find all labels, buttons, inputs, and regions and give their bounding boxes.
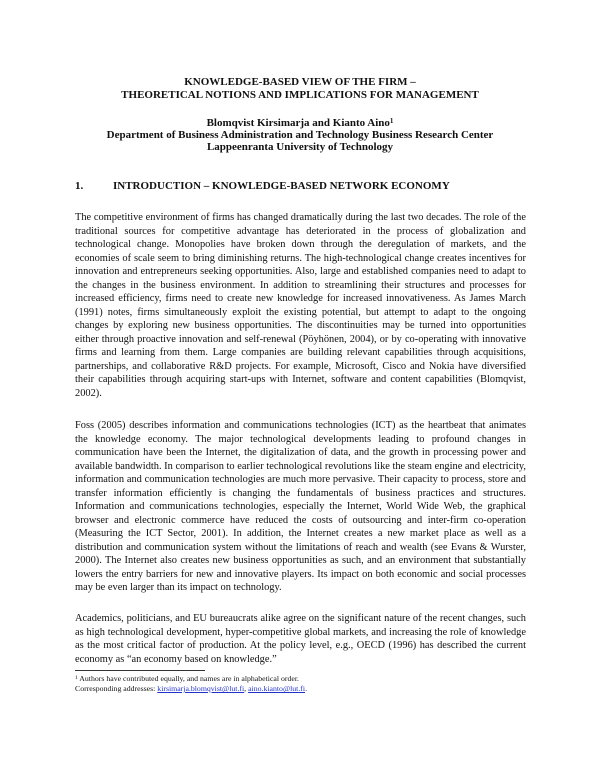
- author-block: [60, 117, 540, 153]
- body-paragraph-1: The competitive environment of firms has changed dramatically during the last two decades. The role of the traditional sources for competitive advantage has deteriorated in the process of globalization and technological change. Monopolies have broken down through the deregulation of markets, and the economies of scale seem to bring diminishing returns. The high-technological change creates incentives for innovation and entrepreneurs seeking opportunities. Also, large and established companies need to adapt to the changes in the business environment. In addition to streamlining their structures and processes for increased efficiency, firms need to create new knowledge for increased innovativeness. As James March (1991) notes, firms simultaneously exploit the existing potential, but attempt to adapt to the ongoing changes by exploring new business opportunities. The discontinuities may be turned into opportunities either through proactive innovation and self-renewal (Pöyhönen, 2004), or by co-operating with innovative firms and learning from them. Large companies are building relevant capabilities through acquisitions, partnerships, and collaborative R&D projects. For example, Microsoft, Cisco and Nokia have diversified their capabilities through acquiring start-ups with Internet, software and content capabilities (Blomqvist, 2002).: [75, 212, 526, 399]
- corresponding-addresses: [75, 684, 535, 694]
- body-paragraph-2: Foss (2005) describes information and communications technologies (ICT) as the heartbeat that animates the knowledge economy. The major technological developments leading to profound changes in communication have been the Internet, the digitalization of data, and the growth in processing power and available bandwidth. In comparison to earlier technological revolutions like the steam engine and electricity, information and communication technologies are much more pervasive. Their capacity to process, store and transfer information efficiently is changing the fundamentals of business practices and structures. Information and communications technologies, especially the Internet, World Wide Web, the graphical browser and electronic commerce have reduced the costs of outsourcing and inter-firm co-operation (Measuring the ICT Sector, 2001). In addition, the Internet creates a new market place as well as a distribution and communication system without the limitations of reach and wealth (see Evans & Wurster, 2000). The Internet also creates new business opportunities as such, and an environment that substantially lowers the entry barriers for new and innovative players. Its impact on both economic and social processes may be even larger than its impact on technology.: [75, 420, 526, 593]
- email-link-blomqvist[interactable]: kirsimarja.blomqvist@lut.fi: [157, 684, 245, 693]
- author-department: Department of Business Administration and Technology Business Research Center: [106, 129, 494, 141]
- author-university: Lappeenranta University of Technology: [206, 141, 394, 153]
- body-paragraph-3: Academics, politicians, and EU bureaucrats alike agree on the significant nature of the recent changes, such as high technological development, hyper-competitive global markets, and increasing the role of knowledge as the most critical factor of production. At the policy level, e.g., OECD (1996) has described the current economy as “an economy based on knowledge.”: [75, 613, 526, 665]
- footnote-mark: 1: [75, 675, 78, 681]
- paper-title: [60, 76, 540, 102]
- address-end: .: [305, 684, 308, 693]
- footnote-1: [75, 674, 535, 684]
- section-title: INTRODUCTION – KNOWLEDGE-BASED NETWORK ECONOMY: [113, 180, 450, 192]
- author-names-line: [60, 117, 540, 129]
- title-line-1: KNOWLEDGE-BASED VIEW OF THE FIRM –: [184, 76, 416, 88]
- email-link-kianto[interactable]: aino.kianto@lut.fi: [248, 684, 306, 693]
- footnote-divider: [75, 670, 205, 671]
- section-heading: [75, 180, 450, 192]
- author-names: Blomqvist Kirsimarja and Kianto Aino: [206, 117, 390, 129]
- footnote-text: Authors have contributed equally, and names are in alphabetical order.: [79, 674, 299, 683]
- addresses-label: Corresponding addresses:: [75, 684, 158, 693]
- section-number: 1.: [75, 180, 84, 192]
- title-line-2: THEORETICAL NOTIONS AND IMPLICATIONS FOR MANAGEMENT: [121, 89, 479, 101]
- footnote-block: [75, 674, 535, 694]
- author-footnote-mark: 1: [389, 117, 394, 125]
- email-separator: ,: [244, 684, 249, 693]
